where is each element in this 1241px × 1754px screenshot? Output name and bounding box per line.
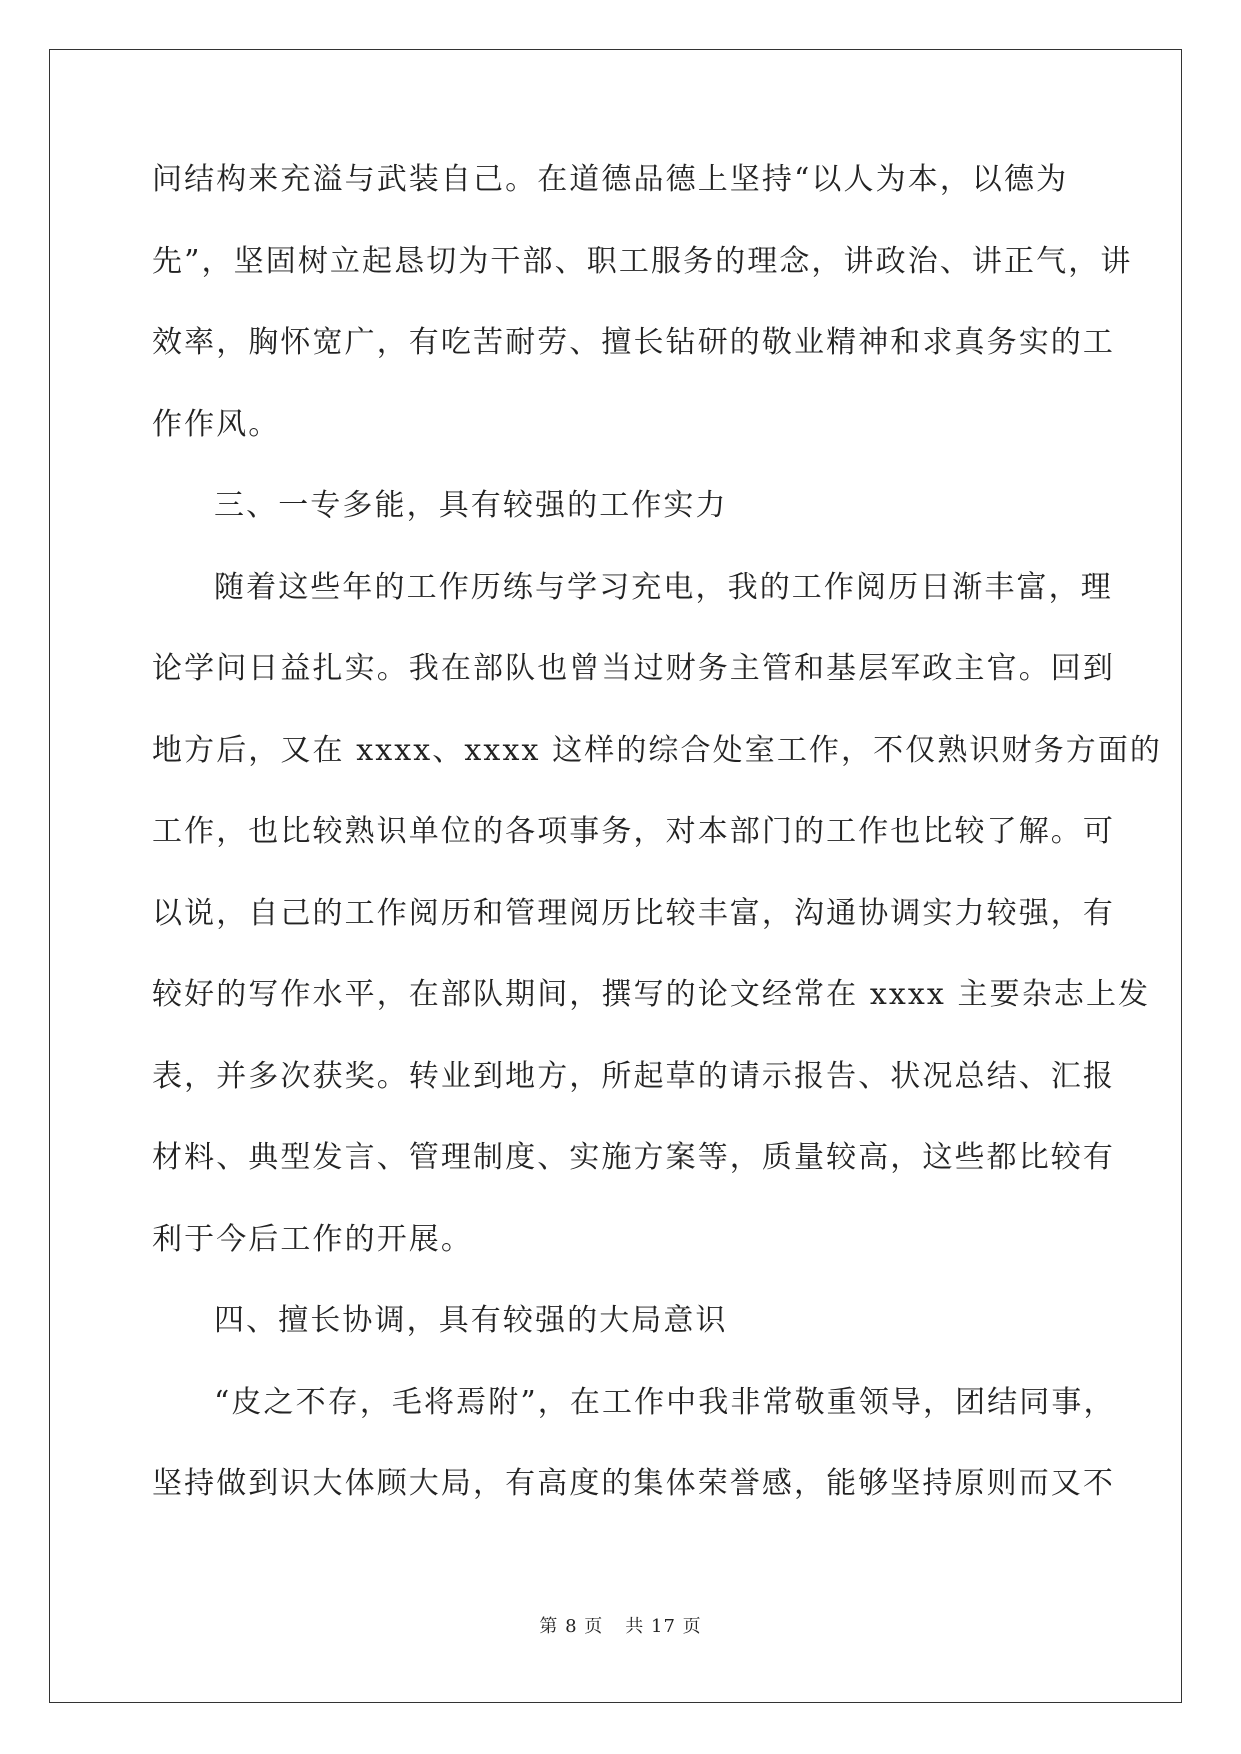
section-heading: 四、擅长协调，具有较强的大局意识 [214,1303,728,1338]
page-footer [0,1612,1241,1638]
text-line: 问结构来充溢与武装自己。在道德品德上坚持“以人为本，以德为 [152,162,1069,197]
text-line: 坚持做到识大体顾大局，有高度的集体荣誉感，能够坚持原则而又不 [152,1466,1115,1501]
text-line: 较好的写作水平，在部队期间，撰写的论文经常在 xxxx 主要杂志上发 [152,977,1151,1012]
document-body [152,160,1163,1546]
text-line: 材料、典型发言、管理制度、实施方案等，质量较高，这些都比较有 [152,1140,1115,1175]
text-line: 利于今后工作的开展。 [152,1221,473,1257]
text-line: 以说，自己的工作阅历和管理阅历比较丰富，沟通协调实力较强，有 [152,895,1115,931]
text-line: 论学问日益扎实。我在部队也曾当过财务主管和基层军政主官。回到 [152,651,1115,686]
text-line: 地方后，又在 xxxx、xxxx 这样的综合处室工作，不仅熟识财务方面的 [152,732,1163,768]
text-line: 作作风。 [152,406,281,442]
page-number-total: 共 17 页 [625,1616,702,1637]
paragraph-first-line: “皮之不存，毛将焉附”，在工作中我非常敬重领导，团结同事， [214,1384,1116,1420]
page-number-current: 第 8 页 [539,1616,604,1637]
text-line: 效率，胸怀宽广，有吃苦耐劳、擅长钻研的敬业精神和求真务实的工 [152,325,1115,360]
section-heading: 三、一专多能，具有较强的工作实力 [214,488,728,523]
text-line: 表，并多次获奖。转业到地方，所起草的请示报告、状况总结、汇报 [152,1058,1115,1094]
paragraph-first-line: 随着这些年的工作历练与学习充电，我的工作阅历日渐丰富，理 [214,569,1113,605]
text-line: 先”，坚固树立起恳切为干部、职工服务的理念，讲政治、讲正气，讲 [152,243,1133,279]
text-line: 工作，也比较熟识单位的各项事务，对本部门的工作也比较了解。可 [152,814,1115,849]
